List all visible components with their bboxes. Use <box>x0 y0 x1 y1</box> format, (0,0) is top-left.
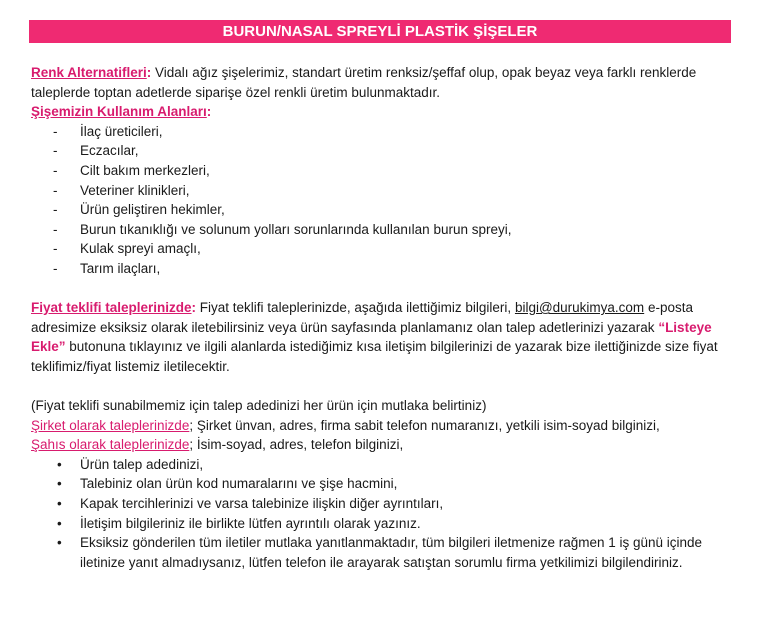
dash-marker: - <box>53 143 58 159</box>
list-item-text: Ürün geliştiren hekimler, <box>80 202 225 218</box>
list-item <box>53 181 731 201</box>
add-to-list-label: “Listeye Ekle” <box>31 319 712 355</box>
color-alternatives-label: Renk Alternatifleri <box>31 65 147 80</box>
list-item-text: Cilt bakım merkezleri, <box>80 162 210 178</box>
price-quote-text-3: butonuna tıklayınız ve ilgili alanlarda istediğimiz kısa iletişim bilgilerinizi de yazarak bize ilettiğinizde size fiyat teklifimiz/fiyat listemiz iletilecektir. <box>31 339 718 374</box>
main-content <box>31 63 731 572</box>
price-quote-paragraph <box>31 298 731 376</box>
dash-marker: - <box>53 202 58 218</box>
list-item-text: Eczacılar, <box>80 143 139 159</box>
list-item <box>53 474 731 494</box>
price-quote-colon: : <box>191 300 197 316</box>
price-quote-text-2: e-posta adresimize eksiksiz olarak iletebilirsiniz veya ürün sayfasında planlamanız olan talep adetlerinizi yazarak <box>31 300 693 335</box>
list-item <box>53 122 731 142</box>
color-alternatives-paragraph <box>31 63 731 102</box>
list-item-text: Kapak tercihlerinizi ve varsa talebinize ilişkin diğer ayrıntıları, <box>80 496 444 512</box>
person-requests-label: Şahıs olarak taleplerinizde <box>31 437 190 453</box>
list-item-text: İlaç üreticileri, <box>80 123 163 139</box>
usage-areas-colon: : <box>206 104 212 120</box>
list-item-text: Talebiniz olan ürün kod numaralarını ve şişe hacmini, <box>80 476 398 492</box>
usage-areas-label: Şişemizin Kullanım Alanları <box>31 104 207 120</box>
list-item <box>53 200 731 220</box>
list-item <box>53 161 731 181</box>
list-item <box>53 533 731 572</box>
list-item <box>53 514 731 534</box>
list-item-text: Burun tıkanıklığı ve solunum yolları sorunlarında kullanılan burun spreyi, <box>80 221 512 237</box>
list-item-text: Kulak spreyi amaçlı, <box>80 241 201 257</box>
list-item-text: İletişim bilgileriniz ile birlikte lütfen ayrıntılı olarak yazınız. <box>80 515 421 531</box>
person-requests-line <box>31 435 731 455</box>
usage-areas-heading <box>31 102 731 122</box>
usage-areas-list <box>31 122 731 279</box>
page-title: BURUN/NASAL SPREYLİ PLASTİK ŞİŞELER <box>222 23 538 40</box>
color-alternatives-colon: : <box>146 65 152 80</box>
list-item-text: Veteriner klinikleri, <box>80 182 190 198</box>
company-requests-line <box>31 416 731 436</box>
dash-marker: - <box>53 182 58 198</box>
dash-marker: - <box>53 162 58 178</box>
price-quote-text-1: Fiyat teklifi taleplerinizde, aşağıda ilettiğimiz bilgileri, <box>196 300 515 316</box>
spacer <box>31 377 731 397</box>
bullet-marker: • <box>57 535 62 551</box>
price-quote-label: Fiyat teklifi taleplerinizde <box>31 300 192 316</box>
list-item-text: Eksiksiz gönderilen tüm iletiler mutlaka yanıtlanmaktadır, tüm bilgileri iletmenize rağmen 1 iş günü içinde iletinize yanıt almadıysanız, lütfen telefon ile arayarak satıştan sorumlu firma yetkilimizi bilgilendiriniz. <box>80 535 703 570</box>
quantity-note: (Fiyat teklifi sunabilmemiz için talep adedinizi her ürün için mutlaka belirtiniz) <box>31 398 487 414</box>
company-requests-label: Şirket olarak taleplerinizde <box>31 417 190 433</box>
list-item <box>53 455 731 475</box>
email-link[interactable]: bilgi@durukimya.com <box>514 300 645 316</box>
list-item <box>53 239 731 259</box>
list-item-text: Tarım ilaçları, <box>80 260 161 276</box>
bullet-marker: • <box>57 496 62 512</box>
dash-marker: - <box>53 260 58 276</box>
bullet-marker: • <box>57 456 62 472</box>
page-title-banner <box>29 20 731 43</box>
list-item <box>53 141 731 161</box>
dash-marker: - <box>53 241 58 257</box>
company-requests-text: ; Şirket ünvan, adres, firma sabit telefon numaranızı, yetkili isim-soyad bilginizi, <box>189 417 660 433</box>
color-alternatives-text: Vidalı ağız şişelerimiz, standart üretim renksiz/şeffaf olup, opak beyaz veya farklı renklerde taleplerde toptan adetlerde siparişe özel renkli üretim bulunmaktadır. <box>31 65 697 100</box>
bullet-marker: • <box>57 515 62 531</box>
list-item <box>53 494 731 514</box>
person-requests-text: ; İsim-soyad, adres, telefon bilginizi, <box>189 437 404 453</box>
list-item-text: Ürün talep adedinizi, <box>80 456 204 472</box>
dash-marker: - <box>53 123 58 139</box>
requirements-list <box>31 455 731 573</box>
dash-marker: - <box>53 221 58 237</box>
bullet-marker: • <box>57 476 62 492</box>
list-item <box>53 220 731 240</box>
list-item <box>53 259 731 279</box>
spacer <box>31 279 731 299</box>
